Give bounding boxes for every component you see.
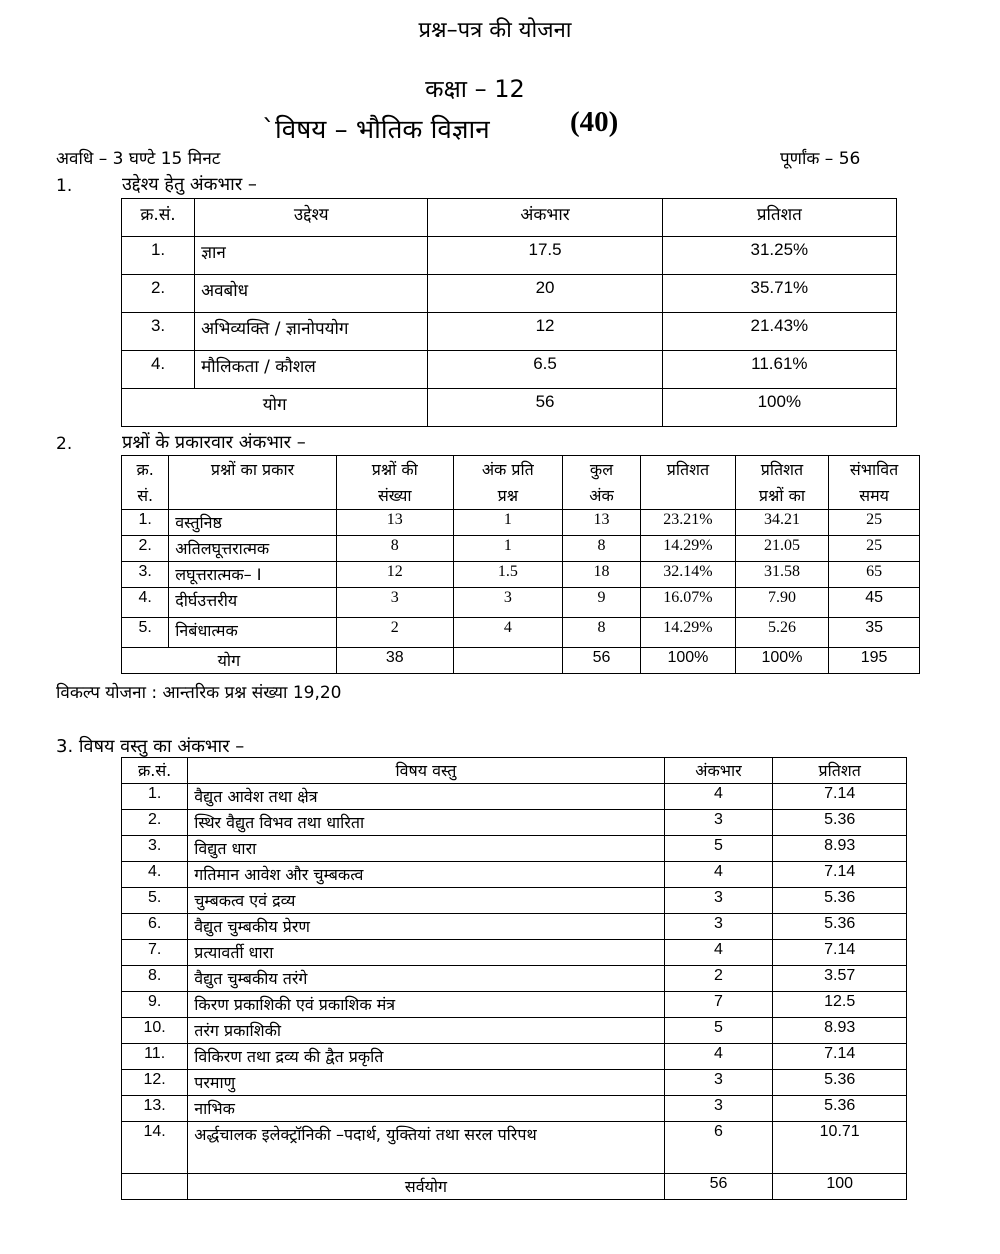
cell-percent: 23.21% xyxy=(641,510,736,536)
total-empty-cell xyxy=(122,1174,188,1200)
header-question-percent: प्रतिशत प्रश्नों का xyxy=(735,456,828,510)
header-objective: उद्देश्य xyxy=(195,199,428,237)
header-percent: प्रतिशत xyxy=(662,199,896,237)
total-label: योग xyxy=(122,648,337,674)
cell-sno: 13. xyxy=(122,1096,188,1122)
cell-marks: 3 xyxy=(664,810,773,836)
cell-question-percent: 31.58 xyxy=(735,562,828,588)
total-marks: 56 xyxy=(428,389,662,427)
cell-marks: 4 xyxy=(664,862,773,888)
table-row xyxy=(122,784,907,810)
table-row xyxy=(122,351,897,389)
question-type-table xyxy=(121,455,920,674)
cell-percent: 5.36 xyxy=(773,810,907,836)
cell-marks: 3 xyxy=(664,914,773,940)
cell-question-percent: 34.21 xyxy=(735,510,828,536)
table-total-row xyxy=(122,389,897,427)
cell-sno: 3. xyxy=(122,836,188,862)
section1-number: 1. xyxy=(56,176,73,196)
header-expected-time: संभावित समय xyxy=(829,456,920,510)
cell-objective: अवबोध xyxy=(195,275,428,313)
table-row xyxy=(122,313,897,351)
cell-content: वैद्युत चुम्बकीय तरंगे xyxy=(188,966,664,992)
cell-marks: 3 xyxy=(664,1070,773,1096)
cell-marks: 20 xyxy=(428,275,662,313)
subject-code: (40) xyxy=(570,106,619,138)
header-marks-per-question: अंक प्रति प्रश्न xyxy=(453,456,562,510)
cell-sno: 4. xyxy=(122,351,195,389)
cell-marks: 4 xyxy=(664,1044,773,1070)
cell-percent: 3.57 xyxy=(773,966,907,992)
cell-question-type: वस्तुनिष्ठ xyxy=(169,510,336,536)
cell-sno: 2. xyxy=(122,536,169,562)
table-row xyxy=(122,1122,907,1174)
cell-sno: 5. xyxy=(122,888,188,914)
table-header-row xyxy=(122,199,897,237)
cell-sno: 11. xyxy=(122,1044,188,1070)
cell-total: 8 xyxy=(562,536,640,562)
duration: अवधि – 3 घण्टे 15 मिनट xyxy=(56,149,221,169)
cell-percent: 11.61% xyxy=(662,351,896,389)
header-content: विषय वस्तु xyxy=(188,758,664,784)
cell-time: 25 xyxy=(829,536,920,562)
table-row xyxy=(122,275,897,313)
total-label: योग xyxy=(122,389,428,427)
table-row xyxy=(122,810,907,836)
table-header-row xyxy=(122,456,920,510)
total-percent: 100 xyxy=(773,1174,907,1200)
option-scheme-note: विकल्प योजना : आन्तरिक प्रश्न संख्या 19,20 xyxy=(56,683,342,703)
cell-marks-each: 4 xyxy=(453,618,562,648)
table-row xyxy=(122,836,907,862)
cell-marks: 4 xyxy=(664,940,773,966)
cell-content: प्रत्यावर्ती धारा xyxy=(188,940,664,966)
total-time: 195 xyxy=(829,648,920,674)
cell-marks: 3 xyxy=(664,1096,773,1122)
cell-sno: 5. xyxy=(122,618,169,648)
cell-count: 2 xyxy=(336,618,453,648)
cell-sno: 2. xyxy=(122,275,195,313)
cell-marks: 2 xyxy=(664,966,773,992)
cell-percent: 12.5 xyxy=(773,992,907,1018)
cell-sno: 3. xyxy=(122,562,169,588)
cell-sno: 1. xyxy=(122,237,195,275)
cell-total: 9 xyxy=(562,588,640,618)
total-marks-each xyxy=(453,648,562,674)
class-heading: कक्षा – 12 xyxy=(425,75,525,103)
cell-marks: 4 xyxy=(664,784,773,810)
cell-sno: 7. xyxy=(122,940,188,966)
cell-time: 45 xyxy=(829,588,920,618)
table-row xyxy=(122,562,920,588)
header-percent: प्रतिशत xyxy=(641,456,736,510)
header-question-count: प्रश्नों की संख्या xyxy=(336,456,453,510)
cell-content: चुम्बकत्व एवं द्रव्य xyxy=(188,888,664,914)
total-question-percent: 100% xyxy=(735,648,828,674)
cell-sno: 4. xyxy=(122,588,169,618)
cell-content: तरंग प्रकाशिकी xyxy=(188,1018,664,1044)
cell-question-type: अतिलघूत्तरात्मक xyxy=(169,536,336,562)
cell-marks: 12 xyxy=(428,313,662,351)
table-row xyxy=(122,1018,907,1044)
cell-objective: अभिव्यक्ति / ज्ञानोपयोग xyxy=(195,313,428,351)
cell-time: 25 xyxy=(829,510,920,536)
cell-marks: 17.5 xyxy=(428,237,662,275)
table-row xyxy=(122,588,920,618)
cell-marks-each: 3 xyxy=(453,588,562,618)
cell-marks: 7 xyxy=(664,992,773,1018)
cell-percent: 8.93 xyxy=(773,1018,907,1044)
objective-weightage-table xyxy=(121,198,897,427)
header-sno: क्र.सं. xyxy=(122,199,195,237)
cell-total: 13 xyxy=(562,510,640,536)
cell-percent: 8.93 xyxy=(773,836,907,862)
table-row xyxy=(122,940,907,966)
full-marks: पूर्णांक – 56 xyxy=(780,149,861,169)
cell-percent: 35.71% xyxy=(662,275,896,313)
cell-question-type: दीर्घउत्तरीय xyxy=(169,588,336,618)
section2-number: 2. xyxy=(56,434,73,454)
cell-sno: 8. xyxy=(122,966,188,992)
cell-sno: 3. xyxy=(122,313,195,351)
cell-marks: 5 xyxy=(664,1018,773,1044)
header-question-type: प्रश्नों का प्रकार xyxy=(169,456,336,510)
table-row xyxy=(122,1070,907,1096)
cell-percent: 31.25% xyxy=(662,237,896,275)
cell-marks-each: 1 xyxy=(453,510,562,536)
cell-percent: 16.07% xyxy=(641,588,736,618)
total-percent: 100% xyxy=(641,648,736,674)
table-row xyxy=(122,992,907,1018)
header-percent: प्रतिशत xyxy=(773,758,907,784)
table-row xyxy=(122,914,907,940)
cell-question-percent: 5.26 xyxy=(735,618,828,648)
document-title: प्रश्न–पत्र की योजना xyxy=(418,18,572,43)
cell-question-type: लघूत्तरात्मक– I xyxy=(169,562,336,588)
cell-percent: 5.36 xyxy=(773,914,907,940)
table-total-row xyxy=(122,648,920,674)
cell-content: स्थिर वैद्युत विभव तथा धारिता xyxy=(188,810,664,836)
cell-sno: 1. xyxy=(122,510,169,536)
cell-total: 18 xyxy=(562,562,640,588)
cell-time: 65 xyxy=(829,562,920,588)
table-row xyxy=(122,966,907,992)
cell-count: 8 xyxy=(336,536,453,562)
cell-question-percent: 7.90 xyxy=(735,588,828,618)
total-count: 38 xyxy=(336,648,453,674)
cell-content: नाभिक xyxy=(188,1096,664,1122)
cell-percent: 5.36 xyxy=(773,1070,907,1096)
cell-content: अर्द्धचालक इलेक्ट्रॉनिकी –पदार्थ, युक्तियां तथा सरल परिपथ xyxy=(188,1122,664,1174)
table-row xyxy=(122,1096,907,1122)
cell-sno: 12. xyxy=(122,1070,188,1096)
total-label: सर्वयोग xyxy=(188,1174,664,1200)
cell-sno: 10. xyxy=(122,1018,188,1044)
cell-objective: मौलिकता / कौशल xyxy=(195,351,428,389)
cell-marks: 3 xyxy=(664,888,773,914)
cell-question-percent: 21.05 xyxy=(735,536,828,562)
cell-objective: ज्ञान xyxy=(195,237,428,275)
cell-content: गतिमान आवेश और चुम्बकत्व xyxy=(188,862,664,888)
section1-heading: उद्देश्य हेतु अंकभार – xyxy=(122,174,257,195)
header-sno: क्र.सं. xyxy=(122,758,188,784)
cell-content: विद्युत धारा xyxy=(188,836,664,862)
cell-content: परमाणु xyxy=(188,1070,664,1096)
cell-percent: 7.14 xyxy=(773,862,907,888)
table-row xyxy=(122,618,920,648)
content-weightage-table xyxy=(121,757,907,1200)
cell-marks-each: 1.5 xyxy=(453,562,562,588)
table-row xyxy=(122,237,897,275)
cell-content: किरण प्रकाशिकी एवं प्रकाशिक मंत्र xyxy=(188,992,664,1018)
header-total-marks: कुल अंक xyxy=(562,456,640,510)
table-row xyxy=(122,888,907,914)
table-row xyxy=(122,510,920,536)
cell-sno: 14. xyxy=(122,1122,188,1174)
cell-percent: 10.71 xyxy=(773,1122,907,1174)
section2-heading: प्रश्नों के प्रकारवार अंकभार – xyxy=(122,432,306,453)
cell-sno: 1. xyxy=(122,784,188,810)
table-row xyxy=(122,862,907,888)
header-sno: क्र. सं. xyxy=(122,456,169,510)
table-row xyxy=(122,1044,907,1070)
cell-sno: 2. xyxy=(122,810,188,836)
table-header-row xyxy=(122,758,907,784)
cell-marks: 5 xyxy=(664,836,773,862)
cell-percent: 5.36 xyxy=(773,888,907,914)
table-row xyxy=(122,536,920,562)
header-marks: अंकभार xyxy=(428,199,662,237)
total-percent: 100% xyxy=(662,389,896,427)
header-marks: अंकभार xyxy=(664,758,773,784)
cell-content: वैद्युत चुम्बकीय प्रेरण xyxy=(188,914,664,940)
cell-percent: 7.14 xyxy=(773,940,907,966)
cell-sno: 6. xyxy=(122,914,188,940)
cell-percent: 5.36 xyxy=(773,1096,907,1122)
cell-count: 13 xyxy=(336,510,453,536)
cell-sno: 4. xyxy=(122,862,188,888)
cell-sno: 9. xyxy=(122,992,188,1018)
subject-heading: `विषय – भौतिक विज्ञान xyxy=(262,115,490,145)
cell-percent: 32.14% xyxy=(641,562,736,588)
cell-time: 35 xyxy=(829,618,920,648)
cell-marks: 6.5 xyxy=(428,351,662,389)
total-marks: 56 xyxy=(562,648,640,674)
cell-marks-each: 1 xyxy=(453,536,562,562)
cell-percent: 7.14 xyxy=(773,784,907,810)
cell-marks: 6 xyxy=(664,1122,773,1174)
cell-total: 8 xyxy=(562,618,640,648)
section3-heading: 3. विषय वस्तु का अंकभार – xyxy=(56,736,245,757)
table-total-row xyxy=(122,1174,907,1200)
cell-percent: 14.29% xyxy=(641,618,736,648)
cell-count: 12 xyxy=(336,562,453,588)
cell-content: विकिरण तथा द्रव्य की द्वैत प्रकृति xyxy=(188,1044,664,1070)
total-marks: 56 xyxy=(664,1174,773,1200)
cell-count: 3 xyxy=(336,588,453,618)
cell-content: वैद्युत आवेश तथा क्षेत्र xyxy=(188,784,664,810)
cell-percent: 14.29% xyxy=(641,536,736,562)
cell-percent: 7.14 xyxy=(773,1044,907,1070)
cell-percent: 21.43% xyxy=(662,313,896,351)
cell-question-type: निबंधात्मक xyxy=(169,618,336,648)
